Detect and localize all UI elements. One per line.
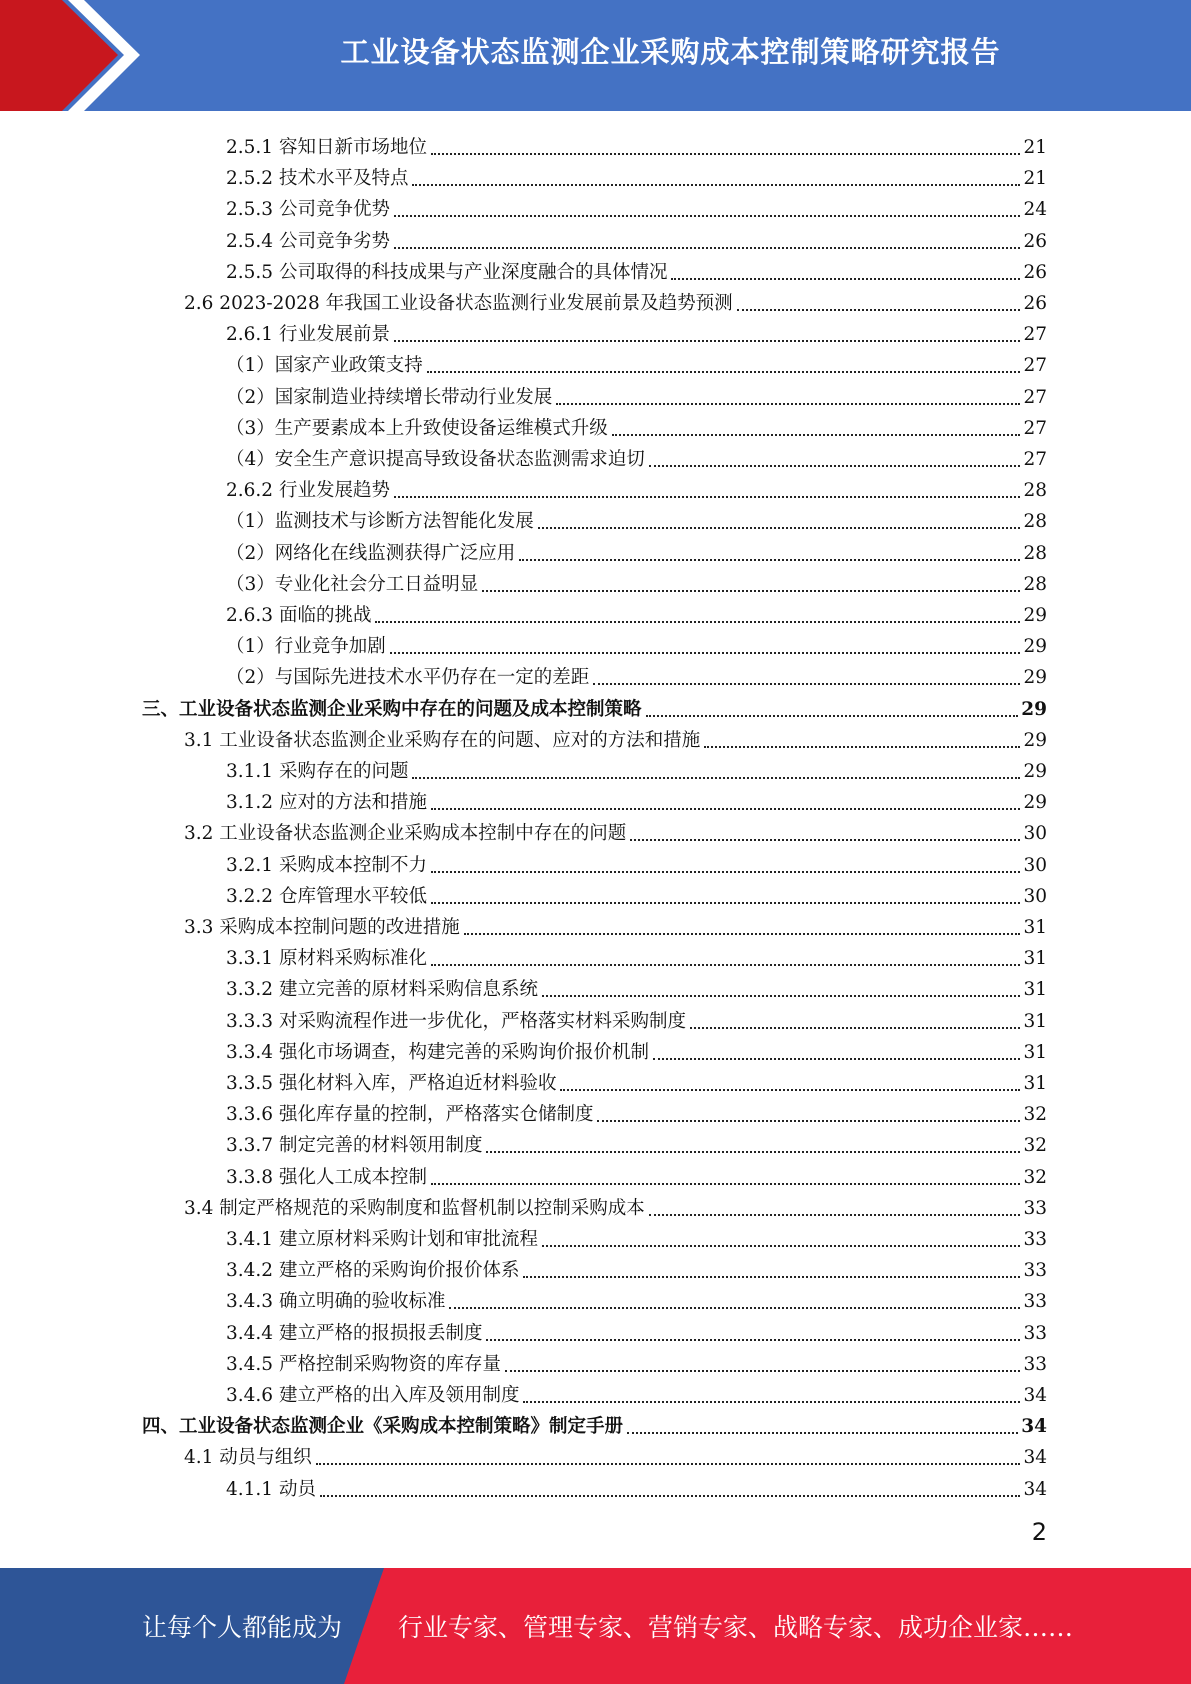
toc-entry-title: 三、工业设备状态监测企业采购中存在的问题及成本控制策略 bbox=[142, 698, 642, 720]
toc-entry-title: （3）专业化社会分工日益明显 bbox=[226, 573, 479, 595]
toc-entry-title: 2.6 2023-2028 年我国工业设备状态监测行业发展前景及趋势预测 bbox=[184, 293, 733, 314]
toc-entry-page: 27 bbox=[1023, 355, 1047, 377]
toc-dot-leader bbox=[646, 715, 1019, 717]
toc-entry[interactable] bbox=[226, 939, 1047, 970]
toc-entry-title: 3.2.1 采购成本控制不力 bbox=[226, 854, 427, 876]
toc-dot-leader bbox=[431, 902, 1020, 904]
toc-entry-title: 3.3.8 强化人工成本控制 bbox=[226, 1166, 427, 1188]
toc-entry-page: 29 bbox=[1023, 729, 1047, 751]
toc-dot-leader bbox=[431, 964, 1020, 966]
toc-dot-leader bbox=[597, 1120, 1020, 1122]
toc-entry-title: 3.4.2 建立严格的采购询价报价体系 bbox=[226, 1260, 520, 1282]
toc-entry-title: （3）生产要素成本上升致使设备运维模式升级 bbox=[226, 417, 608, 439]
toc-entry-page: 28 bbox=[1023, 542, 1047, 564]
toc-entry[interactable] bbox=[226, 409, 1047, 440]
toc-dot-leader bbox=[431, 1183, 1020, 1185]
toc-dot-leader bbox=[431, 808, 1020, 810]
toc-entry-title: 3.3.6 强化库存量的控制，严格落实仓储制度 bbox=[226, 1104, 594, 1126]
toc-entry-title: 2.5.4 公司竞争劣势 bbox=[226, 230, 390, 252]
toc-entry-title: 2.5.1 容知日新市场地位 bbox=[226, 137, 427, 158]
toc-dot-leader bbox=[542, 995, 1020, 997]
toc-entry-page: 27 bbox=[1023, 386, 1047, 408]
toc-entry-title: 3.3.3 对采购流程作进一步优化，严格落实材料采购制度 bbox=[226, 1010, 686, 1032]
toc-entry[interactable] bbox=[184, 814, 1047, 845]
toc-dot-leader bbox=[538, 527, 1021, 529]
toc-dot-leader bbox=[556, 403, 1020, 405]
toc-entry-page: 21 bbox=[1023, 168, 1047, 190]
toc-entry-page: 33 bbox=[1023, 1260, 1047, 1282]
toc-entry[interactable] bbox=[226, 877, 1047, 908]
toc-entry-page: 34 bbox=[1023, 1478, 1047, 1500]
toc-entry-page: 29 bbox=[1023, 792, 1047, 814]
toc-entry[interactable] bbox=[226, 315, 1047, 346]
footer-slogan-left: 让每个人都能成为 bbox=[142, 1613, 343, 1642]
toc-dot-leader bbox=[394, 496, 1020, 498]
toc-entry-title: 3.3.5 强化材料入库，严格迫近材料验收 bbox=[226, 1073, 557, 1094]
header-arrow-decoration bbox=[0, 0, 150, 111]
toc-entry-title: 3.2.2 仓库管理水平较低 bbox=[226, 885, 427, 907]
toc-entry[interactable] bbox=[226, 752, 1047, 783]
toc-entry[interactable] bbox=[226, 596, 1047, 627]
toc-dot-leader bbox=[523, 1401, 1020, 1403]
toc-entry[interactable] bbox=[226, 190, 1047, 221]
toc-dot-leader bbox=[390, 652, 1021, 654]
toc-entry-title: 3.4 制定严格规范的采购制度和监督机制以控制采购成本 bbox=[184, 1197, 645, 1219]
page-header bbox=[0, 0, 1191, 111]
toc-entry-title: 3.3 采购成本控制问题的改进措施 bbox=[184, 917, 460, 938]
toc-entry[interactable] bbox=[226, 783, 1047, 814]
toc-entry-page: 26 bbox=[1023, 230, 1047, 252]
toc-entry[interactable] bbox=[226, 1376, 1047, 1407]
toc-entry-title: （4）安全生产意识提高导致设备状态监测需求迫切 bbox=[226, 449, 645, 470]
toc-entry-page: 28 bbox=[1023, 511, 1047, 533]
toc-dot-leader bbox=[394, 340, 1020, 342]
toc-entry-title: 3.4.1 建立原材料采购计划和审批流程 bbox=[226, 1229, 538, 1250]
toc-entry-page: 31 bbox=[1023, 1010, 1047, 1032]
toc-entry-title: （2）网络化在线监测获得广泛应用 bbox=[226, 542, 516, 564]
toc-entry-title: 2.6.3 面临的挑战 bbox=[226, 605, 372, 626]
toc-entry[interactable] bbox=[226, 502, 1047, 533]
toc-entry[interactable] bbox=[226, 346, 1047, 377]
toc-entry-page: 33 bbox=[1023, 1322, 1047, 1344]
toc-dot-leader bbox=[671, 278, 1020, 280]
toc-entry-title: 2.5.2 技术水平及特点 bbox=[226, 168, 409, 190]
toc-dot-leader bbox=[593, 683, 1020, 685]
toc-dot-leader bbox=[449, 1307, 1020, 1309]
toc-entry-page: 31 bbox=[1023, 1041, 1047, 1063]
toc-dot-leader bbox=[653, 1058, 1020, 1060]
toc-entry-page: 31 bbox=[1023, 948, 1047, 970]
toc-dot-leader bbox=[482, 590, 1020, 592]
toc-entry[interactable] bbox=[226, 565, 1047, 596]
toc-entry-page: 30 bbox=[1023, 823, 1047, 845]
toc-entry[interactable] bbox=[226, 253, 1047, 284]
report-title: 工业设备状态监测企业采购成本控制策略研究报告 bbox=[340, 34, 1001, 69]
toc-entry-page: 29 bbox=[1023, 636, 1047, 658]
toc-entry[interactable] bbox=[226, 846, 1047, 877]
toc-entry[interactable] bbox=[226, 128, 1047, 159]
toc-entry-title: 2.5.3 公司竞争优势 bbox=[226, 199, 390, 221]
toc-entry-page: 33 bbox=[1023, 1229, 1047, 1250]
toc-entry[interactable] bbox=[226, 440, 1047, 471]
toc-entry-page: 31 bbox=[1023, 917, 1047, 938]
toc-entry-page: 26 bbox=[1023, 293, 1047, 314]
page-footer bbox=[0, 1568, 1191, 1684]
toc-entry-title: 3.3.4 强化市场调查，构建完善的采购询价报价机制 bbox=[226, 1041, 649, 1063]
toc-entry[interactable] bbox=[226, 534, 1047, 565]
toc-entry[interactable] bbox=[226, 471, 1047, 502]
toc-entry[interactable] bbox=[226, 970, 1047, 1001]
toc-entry-page: 28 bbox=[1023, 573, 1047, 595]
toc-entry-page: 31 bbox=[1023, 1073, 1047, 1094]
toc-dot-leader bbox=[486, 1151, 1020, 1153]
toc-dot-leader bbox=[690, 1027, 1020, 1029]
toc-entry-title: 3.3.7 制定完善的材料领用制度 bbox=[226, 1135, 483, 1157]
toc-entry[interactable] bbox=[184, 1438, 1047, 1469]
toc-dot-leader bbox=[412, 184, 1020, 186]
toc-entry-page: 34 bbox=[1021, 1416, 1047, 1438]
toc-entry-title: 3.4.4 建立严格的报损报丢制度 bbox=[226, 1322, 483, 1344]
toc-entry-title: （1）行业竞争加剧 bbox=[226, 636, 386, 658]
toc-entry-page: 30 bbox=[1023, 854, 1047, 876]
toc-entry-title: （2）国家制造业持续增长带动行业发展 bbox=[226, 386, 553, 408]
toc-entry[interactable] bbox=[226, 1470, 1047, 1501]
toc-entry[interactable] bbox=[184, 1189, 1047, 1220]
toc-entry[interactable] bbox=[226, 378, 1047, 409]
toc-dot-leader bbox=[560, 1089, 1020, 1091]
toc-entry-page: 34 bbox=[1023, 1385, 1047, 1406]
toc-dot-leader bbox=[431, 153, 1020, 155]
toc-dot-leader bbox=[412, 777, 1020, 779]
toc-entry-title: 3.4.3 确立明确的验收标准 bbox=[226, 1291, 446, 1313]
toc-entry-title: 3.3.2 建立完善的原材料采购信息系统 bbox=[226, 979, 538, 1001]
toc-dot-leader bbox=[649, 465, 1021, 467]
footer-slogan-right: 行业专家、管理专家、营销专家、战略专家、成功企业家…… bbox=[398, 1613, 1074, 1642]
toc-entry-page: 26 bbox=[1023, 261, 1047, 283]
toc-entry-title: 2.6.1 行业发展前景 bbox=[226, 324, 390, 346]
toc-dot-leader bbox=[704, 746, 1020, 748]
toc-entry[interactable] bbox=[226, 1158, 1047, 1189]
toc-dot-leader bbox=[431, 871, 1020, 873]
toc-entry-title: （2）与国际先进技术水平仍存在一定的差距 bbox=[226, 667, 590, 689]
toc-entry-title: 2.5.5 公司取得的科技成果与产业深度融合的具体情况 bbox=[226, 261, 668, 283]
toc-entry[interactable] bbox=[226, 658, 1047, 689]
toc-dot-leader bbox=[649, 1214, 1021, 1216]
toc-dot-leader bbox=[523, 1276, 1020, 1278]
toc-entry-title: 3.4.6 建立严格的出入库及领用制度 bbox=[226, 1385, 520, 1406]
toc-dot-leader bbox=[320, 1495, 1021, 1497]
toc-entry[interactable] bbox=[226, 222, 1047, 253]
toc-entry-title: 3.4.5 严格控制采购物资的库存量 bbox=[226, 1353, 501, 1375]
toc-entry-title: （1）国家产业政策支持 bbox=[226, 355, 423, 377]
toc-entry-page: 21 bbox=[1023, 137, 1047, 158]
toc-entry-page: 33 bbox=[1023, 1353, 1047, 1375]
toc-entry[interactable] bbox=[226, 1314, 1047, 1345]
toc-entry-page: 29 bbox=[1021, 698, 1047, 720]
toc-entry-title: 3.1 工业设备状态监测企业采购存在的问题、应对的方法和措施 bbox=[184, 729, 701, 751]
toc-dot-leader bbox=[427, 371, 1021, 373]
toc-dot-leader bbox=[542, 1245, 1020, 1247]
toc-entry-page: 28 bbox=[1023, 480, 1047, 502]
toc-entry[interactable] bbox=[226, 627, 1047, 658]
toc-dot-leader bbox=[612, 434, 1021, 436]
toc-entry[interactable] bbox=[142, 1407, 1047, 1438]
toc-entry-title: 4.1.1 动员 bbox=[226, 1478, 316, 1500]
toc-entry[interactable] bbox=[226, 159, 1047, 190]
toc-entry-page: 33 bbox=[1023, 1197, 1047, 1219]
toc-entry[interactable] bbox=[226, 1282, 1047, 1313]
toc-entry-page: 32 bbox=[1023, 1166, 1047, 1188]
toc-entry-page: 27 bbox=[1023, 449, 1047, 470]
page-number: 2 bbox=[1031, 1518, 1047, 1546]
toc-dot-leader bbox=[394, 215, 1020, 217]
toc-entry-page: 30 bbox=[1023, 885, 1047, 907]
toc-dot-leader bbox=[394, 247, 1020, 249]
toc-entry-page: 29 bbox=[1023, 667, 1047, 689]
toc-entry[interactable] bbox=[142, 690, 1047, 721]
toc-dot-leader bbox=[464, 933, 1021, 935]
toc-entry[interactable] bbox=[226, 1251, 1047, 1282]
toc-dot-leader bbox=[737, 309, 1021, 311]
toc-entry[interactable] bbox=[226, 1064, 1047, 1095]
toc-entry[interactable] bbox=[226, 1220, 1047, 1251]
toc-entry-page: 32 bbox=[1023, 1104, 1047, 1126]
toc-entry-page: 29 bbox=[1023, 761, 1047, 782]
toc-dot-leader bbox=[375, 621, 1020, 623]
toc-entry-page: 31 bbox=[1023, 979, 1047, 1001]
toc-entry[interactable] bbox=[184, 908, 1047, 939]
toc-dot-leader bbox=[630, 839, 1020, 841]
toc-entry-title: 3.1.2 应对的方法和措施 bbox=[226, 792, 427, 814]
toc-entry[interactable] bbox=[226, 1126, 1047, 1157]
toc-entry-page: 27 bbox=[1023, 324, 1047, 346]
toc-dot-leader bbox=[486, 1339, 1020, 1341]
toc-entry-title: （1）监测技术与诊断方法智能化发展 bbox=[226, 511, 534, 533]
toc-entry-page: 32 bbox=[1023, 1135, 1047, 1157]
toc-dot-leader bbox=[316, 1463, 1021, 1465]
toc-entry[interactable] bbox=[184, 721, 1047, 752]
toc-dot-leader bbox=[505, 1370, 1020, 1372]
toc-entry-title: 3.2 工业设备状态监测企业采购成本控制中存在的问题 bbox=[184, 823, 627, 845]
toc-entry[interactable] bbox=[226, 1345, 1047, 1376]
toc-dot-leader bbox=[519, 559, 1020, 561]
toc-entry-page: 34 bbox=[1023, 1447, 1047, 1469]
toc-entry[interactable] bbox=[226, 1033, 1047, 1064]
toc-dot-leader bbox=[627, 1432, 1018, 1434]
toc-entry-page: 29 bbox=[1023, 605, 1047, 626]
toc-entry-title: 3.3.1 原材料采购标准化 bbox=[226, 948, 427, 970]
toc-entry-title: 4.1 动员与组织 bbox=[184, 1447, 312, 1469]
toc-entry[interactable] bbox=[226, 1002, 1047, 1033]
toc-entry-title: 3.1.1 采购存在的问题 bbox=[226, 761, 409, 782]
toc-entry[interactable] bbox=[226, 1095, 1047, 1126]
toc-entry-title: 四、工业设备状态监测企业《采购成本控制策略》制定手册 bbox=[142, 1416, 624, 1438]
toc-entry-page: 33 bbox=[1023, 1291, 1047, 1313]
toc-entry[interactable] bbox=[184, 284, 1047, 315]
toc-entry-page: 24 bbox=[1023, 199, 1047, 221]
toc-entry-title: 2.6.2 行业发展趋势 bbox=[226, 480, 390, 502]
toc-entry-page: 27 bbox=[1023, 417, 1047, 439]
